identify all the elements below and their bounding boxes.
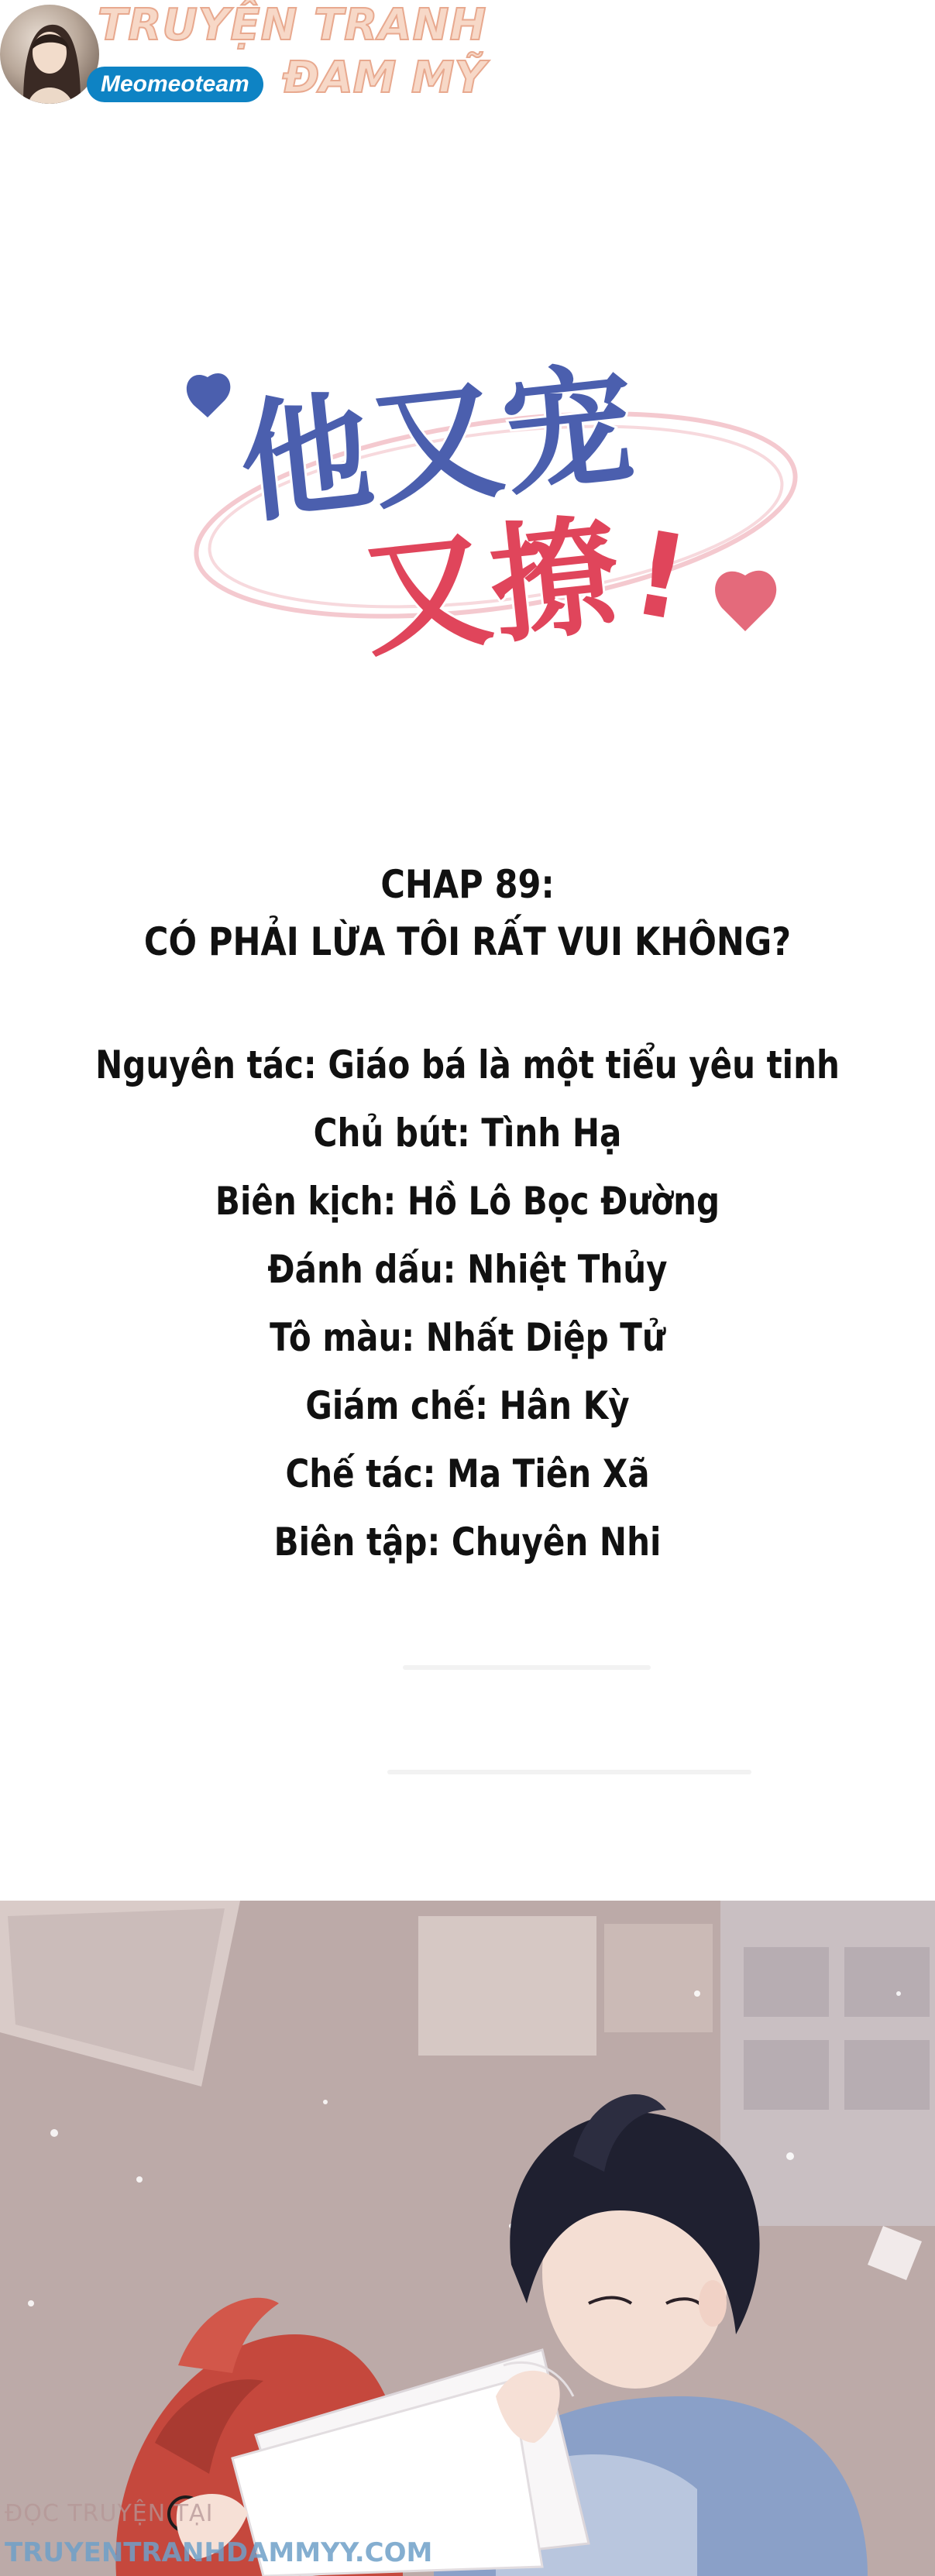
series-logo [170, 314, 821, 716]
manga-panel [0, 1901, 935, 2576]
logo-line-2: 又撩 [356, 500, 627, 675]
credit-storyboard: Đánh dấu: Nhiệt Thủy [267, 1247, 668, 1292]
credit-original-work: Nguyên tác: Giáo bá là một tiểu yêu tinh [95, 1042, 840, 1087]
pink-heart-icon [715, 571, 776, 631]
site-brand [0, 0, 542, 116]
faint-divider [403, 1665, 651, 1670]
faint-divider [387, 1770, 751, 1774]
chapter-title: CÓ PHẢI LỪA TÔI RẤT VUI KHÔNG? [143, 919, 792, 964]
credit-coloring: Tô màu: Nhất Diệp Tử [270, 1315, 665, 1360]
credit-script: Biên kịch: Hồ Lô Bọc Đường [215, 1179, 720, 1224]
credit-supervisor: Giám chế: Hân Kỳ [305, 1383, 630, 1428]
logo-exclamation: ! [622, 505, 699, 648]
watermark-site-url: TRUYENTRANHDAMMYY.COM [5, 2537, 433, 2568]
manga-illustration [0, 1901, 935, 2576]
chapter-number: CHAP 89: [380, 862, 555, 907]
logo-line-1: 他又宠 [232, 348, 642, 542]
team-avatar [0, 5, 99, 104]
site-subtitle: ĐAM MỸ [283, 53, 486, 103]
chapter-credits [0, 856, 935, 1576]
watermark-read-at: ĐỌC TRUYỆN TẠI [5, 2500, 214, 2527]
site-name: TRUYỆN TRANH [98, 0, 487, 50]
credit-production: Chế tác: Ma Tiên Xã [285, 1451, 650, 1496]
credit-editor: Biên tập: Chuyên Nhi [273, 1520, 662, 1564]
avatar-portrait-icon [0, 5, 99, 104]
credits-list [0, 1031, 935, 1576]
blue-heart-icon [187, 373, 230, 417]
credit-lead-artist: Chủ bút: Tình Hạ [313, 1111, 622, 1156]
team-badge: Meomeoteam [87, 67, 263, 102]
